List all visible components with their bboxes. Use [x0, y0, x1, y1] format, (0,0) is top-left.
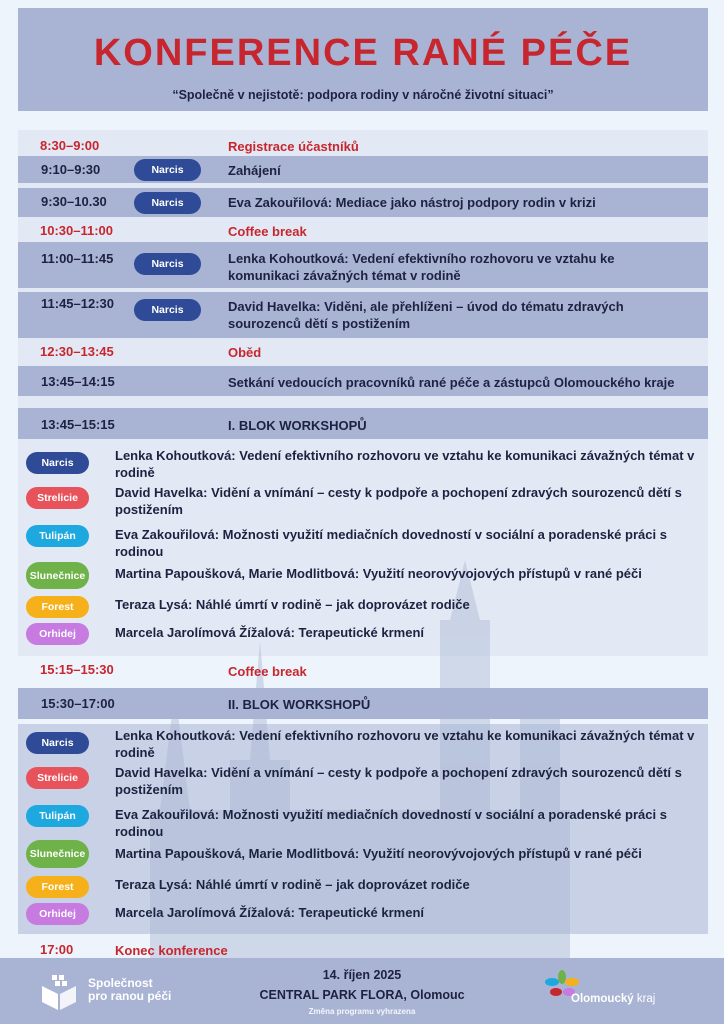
- kraj-bold: Olomoucký: [571, 993, 634, 1005]
- workshop-item: Eva Zakouřilová: Možnosti využití mediačních dovedností v sociální a poradenské práci s rodinou: [115, 527, 667, 559]
- room-badge-orhidej: Orhidej: [26, 623, 89, 645]
- room-badge-strelicie: Strelicie: [26, 487, 89, 509]
- schedule-title: Setkání vedoucích pracovníků rané péče a zástupců Olomouckého kraje: [228, 375, 675, 390]
- workshop-item: Marcela Jarolímová Žížalová: Terapeutické krmení: [115, 905, 425, 920]
- room-badge-tulipan: Tulipán: [26, 525, 89, 547]
- schedule-title: David Havelka: Viděni, ale přehlíženi – úvod do tématu zdravých sourozenců dětí s postižením: [228, 299, 624, 331]
- room-badge-strelicie: Strelicie: [26, 767, 89, 789]
- room-badge-narcis: Narcis: [26, 452, 89, 474]
- schedule-title-coffee: Coffee break: [228, 224, 307, 239]
- block1-time: 13:45–15:15: [41, 417, 115, 432]
- coffee2-title: Coffee break: [228, 664, 307, 679]
- footer-date: 14. říjen 2025: [322, 968, 402, 982]
- schedule-time: 11:45–12:30: [41, 296, 115, 311]
- cube-logo-icon: [38, 974, 78, 1010]
- room-badge-narcis: Narcis: [134, 192, 201, 214]
- schedule-time-registrace: 8:30–9:00: [40, 138, 100, 153]
- header-banner: [18, 8, 708, 111]
- workshop-item: Lenka Kohoutková: Vedení efektivního rozhovoru ve vztahu ke komunikaci závažných témat v rodině: [115, 728, 695, 760]
- room-badge-slunecnice: Slunečnice: [26, 840, 89, 868]
- kraj-logo-text: [571, 993, 655, 1005]
- workshop-item: David Havelka: Vidění a vnímání – cesty k podpoře a pochopení zdravých sourozenců dětí s postižením: [115, 485, 682, 517]
- page-subtitle: “Společně v nejistotě: podpora rodiny v náročné životní situaci”: [172, 88, 554, 102]
- workshop-item: Marcela Jarolímová Žížalová: Terapeutické krmení: [115, 625, 425, 640]
- workshop-item: Teraza Lysá: Náhlé úmrtí v rodině – jak doprovázet rodiče: [115, 877, 470, 892]
- workshop-item: Teraza Lysá: Náhlé úmrtí v rodině – jak doprovázet rodiče: [115, 597, 470, 612]
- schedule-time: 9:10–9:30: [41, 162, 101, 177]
- schedule-time: 11:00–11:45: [41, 251, 114, 266]
- workshop-item: Martina Papoušková, Marie Modlitbová: Využití neorovývojových přístupů v rané péči: [115, 846, 642, 861]
- schedule-title-registrace: Registrace účastníků: [228, 139, 359, 154]
- org-line-2: pro ranou péči: [88, 989, 172, 1003]
- workshop-item: David Havelka: Vidění a vnímání – cesty k podpoře a pochopení zdravých sourozenců dětí s postižením: [115, 765, 682, 797]
- room-badge-narcis: Narcis: [26, 732, 89, 754]
- workshop-item: Martina Papoušková, Marie Modlitbová: Využití neorovývojových přístupů v rané péči: [115, 566, 642, 581]
- coffee2-time: 15:15–15:30: [40, 662, 114, 677]
- block1-title: I. BLOK WORKSHOPŮ: [228, 418, 367, 433]
- end-title: Konec konference: [115, 943, 228, 958]
- schedule-title: Zahájení: [228, 163, 281, 178]
- workshop-item: Eva Zakouřilová: Možnosti využití mediačních dovedností v sociální a poradenské práci s rodinou: [115, 807, 667, 839]
- footer-note: Změna programu vyhrazena: [308, 1007, 416, 1016]
- footer-place: CENTRAL PARK FLORA, Olomouc: [259, 988, 465, 1002]
- room-badge-forest: Forest: [26, 596, 89, 618]
- schedule-title: Lenka Kohoutková: Vedení efektivního rozhovoru ve vztahu ke komunikaci závažných témat v rodině: [228, 251, 615, 283]
- room-badge-tulipan: Tulipán: [26, 805, 89, 827]
- schedule-time-coffee: 10:30–11:00: [40, 223, 114, 238]
- block2-title: II. BLOK WORKSHOPŮ: [228, 697, 371, 712]
- schedule-title: Eva Zakouřilová: Mediace jako nástroj podpory rodin v krizi: [228, 195, 596, 210]
- block2-time: 15:30–17:00: [41, 696, 115, 711]
- room-badge-narcis: Narcis: [134, 299, 201, 321]
- end-time: 17:00: [40, 942, 74, 957]
- room-badge-narcis: Narcis: [134, 253, 201, 275]
- org-line-1: Společnost: [88, 976, 153, 990]
- page-title: KONFERENCE RANÉ PÉČE: [93, 32, 633, 74]
- workshop-item: Lenka Kohoutková: Vedení efektivního rozhovoru ve vztahu ke komunikaci závažných témat v rodině: [115, 448, 695, 480]
- room-badge-orhidej: Orhidej: [26, 903, 89, 925]
- kraj-rest: kraj: [633, 993, 656, 1005]
- schedule-title-obed: Oběd: [228, 345, 262, 360]
- schedule-time: 9:30–10.30: [41, 194, 107, 209]
- room-badge-forest: Forest: [26, 876, 89, 898]
- room-badge-slunecnice: Slunečnice: [26, 562, 89, 589]
- org-logo-text: [88, 977, 171, 1003]
- room-badge-narcis: Narcis: [134, 159, 201, 181]
- schedule-time: 13:45–14:15: [41, 374, 115, 389]
- schedule-time-obed: 12:30–13:45: [40, 344, 114, 359]
